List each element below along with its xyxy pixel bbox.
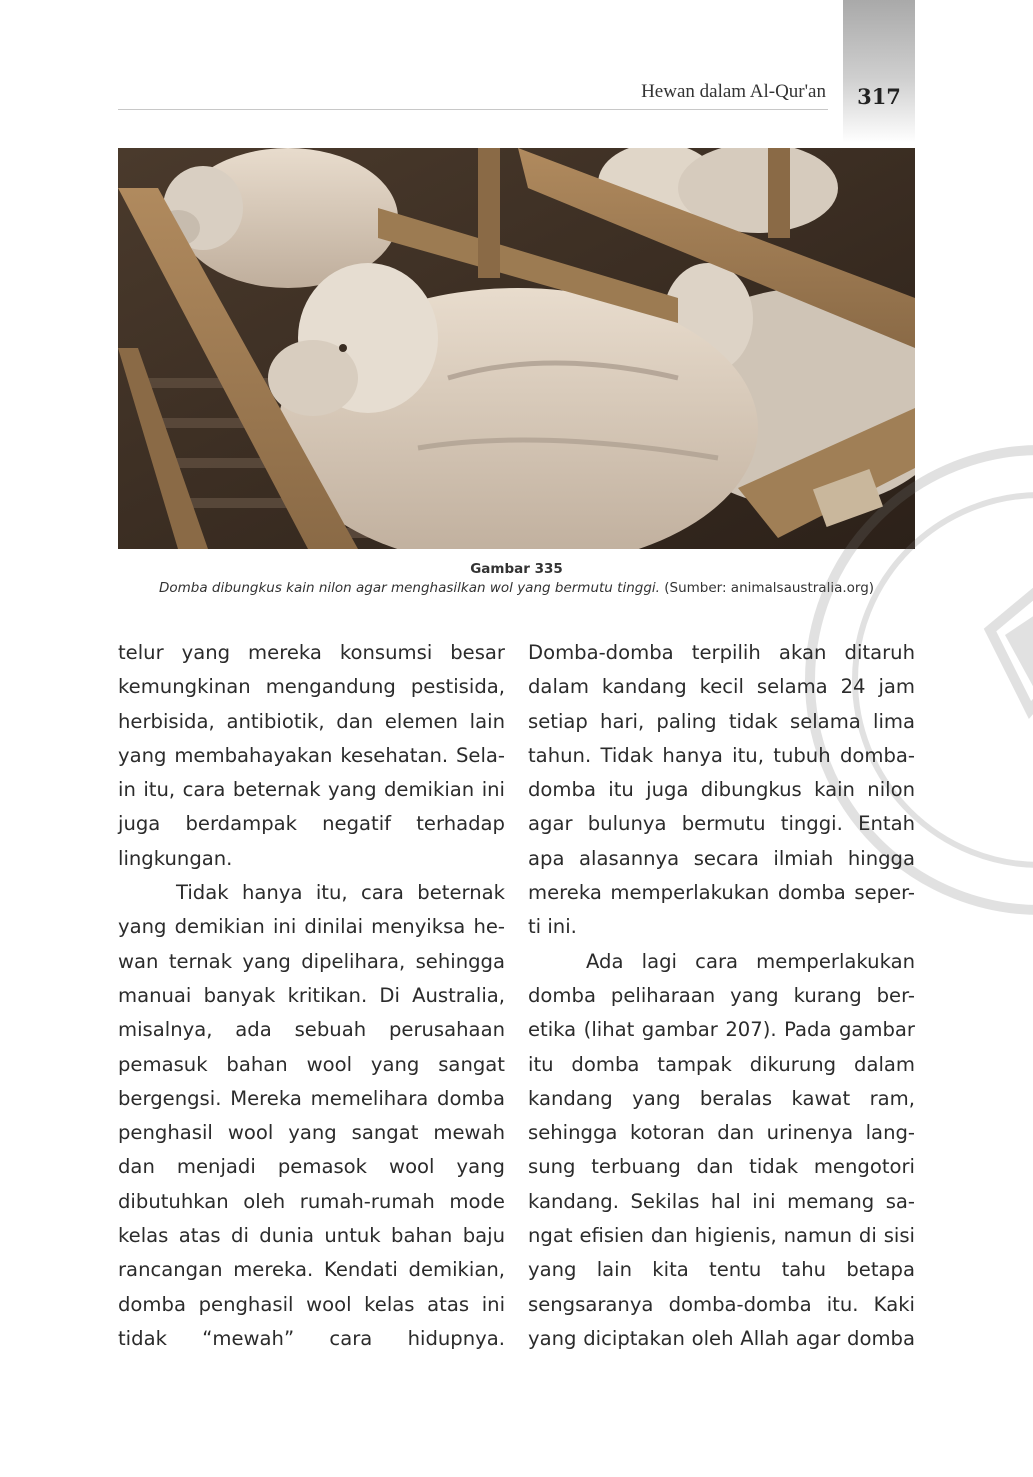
paragraph-2 [118, 876, 505, 1356]
text-line: ti ini. [528, 915, 577, 939]
text-line: yang membahayakan kesehatan. Sela- [118, 743, 505, 767]
text-line: yang diciptakan oleh Allah agar domba [528, 1326, 915, 1350]
text-line: yang demikian ini dinilai menyiksa he- [118, 915, 505, 939]
text-line: kelas atas di dunia untuk bahan baju [118, 1224, 505, 1248]
text-line: agar bulunya bermutu tinggi. Entah [528, 812, 915, 836]
sheep-photo-illustration [118, 148, 915, 549]
text-line: manuai banyak kritikan. Di Australia, [118, 983, 505, 1007]
text-line: kemungkinan mengandung pestisida, [118, 675, 505, 699]
text-line: domba itu juga dibungkus kain nilon [528, 778, 915, 802]
text-line: wan ternak yang dipelihara, sehingga [118, 949, 505, 973]
text-line: sisi yang lain kita tentu tahu betapa [528, 1224, 915, 1282]
text-line: Ada lagi cara memperlakukan [586, 949, 915, 973]
text-line: Domba-domba terpilih akan ditaruh [528, 641, 915, 664]
left-column [118, 636, 505, 1356]
text-line: dibutuhkan oleh rumah-rumah mode [118, 1189, 505, 1213]
text-line: penghasil wool yang sangat mewah [118, 1121, 505, 1145]
text-line: setiap hari, paling tidak selama lima [528, 709, 915, 733]
text-line: kandang. Sekilas hal ini memang sa- [528, 1189, 915, 1213]
text-line: ngat efisien dan higienis, namun di [528, 1224, 877, 1248]
text-line: dalam kandang kecil selama 24 jam [528, 675, 915, 699]
paragraph-4 [528, 945, 915, 1357]
figure-caption [118, 580, 915, 596]
text-line: ini tidak “mewah” cara hidupnya. [118, 1292, 506, 1350]
page-number: 317 [857, 84, 901, 109]
text-line: sung terbuang dan tidak mengotori [528, 1155, 915, 1179]
text-line: in itu, cara beternak yang demikian [118, 778, 475, 802]
text-line: apa alasannya secara ilmiah hingga [528, 846, 915, 870]
header-rule [118, 109, 828, 110]
text-line: itu domba tampak dikurung dalam [528, 1052, 915, 1076]
text-line: herbisida, antibiotik, dan elemen lain [118, 709, 505, 733]
text-line: lingkungan. [118, 846, 233, 870]
text-line: pemasuk bahan wool yang sangat [118, 1052, 505, 1076]
paragraph-3 [528, 636, 915, 945]
paragraph-1 [118, 636, 505, 876]
right-column [528, 636, 915, 1356]
figure-caption-italic: Domba dibungkus kain nilon agar menghasilkan wol yang bermutu tinggi. [158, 580, 660, 596]
text-line: rancangan mereka. Kendati demikian, [118, 1258, 505, 1282]
figure-photo [118, 148, 915, 549]
figure-label: Gambar 335 [470, 561, 563, 577]
text-line: kandang yang beralas kawat ram, [528, 1086, 915, 1110]
text-line: etika (lihat gambar 207). Pada gambar [528, 1018, 915, 1042]
page-tab [843, 0, 915, 143]
running-title: Hewan dalam Al-Qur'an [641, 81, 826, 102]
text-line: ini juga berdampak negatif terhadap [118, 778, 505, 836]
text-line: sengsaranya domba-domba itu. Kaki [528, 1292, 915, 1316]
text-line: Tidak hanya itu, cara beternak [176, 881, 505, 905]
text-line: sehingga kotoran dan urinenya lang- [528, 1121, 915, 1145]
text-line: mereka memperlakukan domba seper- [528, 881, 915, 905]
text-line: domba penghasil wool kelas atas [118, 1292, 470, 1316]
text-line: domba peliharaan yang kurang ber- [528, 983, 915, 1007]
text-line: bergengsi. Mereka memelihara domba [118, 1086, 505, 1110]
figure-caption-source: (Sumber: animalsaustralia.org) [659, 580, 875, 596]
text-line: telur yang mereka konsumsi besar [118, 641, 505, 664]
text-line: dan menjadi pemasok wool yang [118, 1155, 505, 1179]
text-line: misalnya, ada sebuah perusahaan [118, 1018, 505, 1042]
text-line: tahun. Tidak hanya itu, tubuh domba- [528, 743, 915, 767]
